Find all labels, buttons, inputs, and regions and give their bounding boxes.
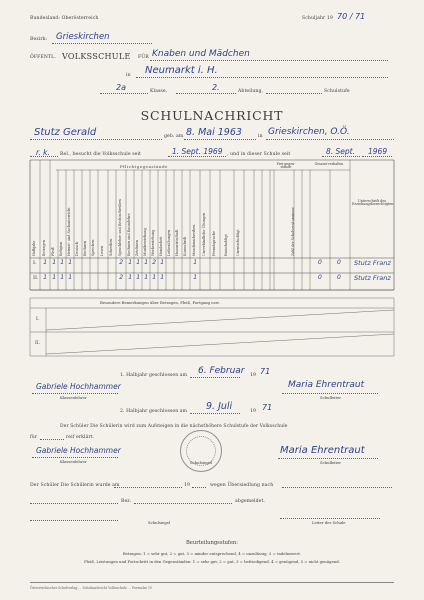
besucht-seit-value: 1. Sept. 1969	[172, 147, 223, 156]
second-term-head-signature: Maria Ehrentraut	[280, 445, 365, 456]
frei-header: Frei-gegen-stände	[276, 162, 296, 170]
second-term-label: 2. Halbjahr geschlossen am	[120, 409, 188, 414]
first-term-teacher-caption: Klassenlehrer	[60, 395, 87, 400]
column-label-21: Fremdsprache	[212, 230, 217, 256]
footer-leiter-caption: Leiter der Schule	[312, 520, 346, 525]
grade-cell: 1	[193, 274, 198, 281]
scale-leistungen: Fleiß, Leistungen und Fortschritt in den Gegenständen: 1 = sehr gut, 2 = gut, 3 = befriedigend, 4 = genügend, 5 = nicht genügend.	[84, 559, 340, 564]
grade-cell: 1	[52, 259, 57, 266]
pflicht-header: Pflichtgegenstände	[120, 164, 168, 169]
promotion-reif: reif erklärt.	[66, 435, 95, 440]
second-term-year: 71	[262, 403, 273, 412]
column-label-4: Heimat- und Sachunterricht	[67, 207, 72, 256]
schule-label-c: FÜR	[138, 55, 149, 60]
second-term-teacher-caption: Klassenlehrer	[60, 459, 87, 464]
abteilung-label: Abteilung,	[238, 89, 264, 94]
column-label-7: Sprechen	[91, 239, 96, 256]
column-label-13: Musikerziehung	[143, 228, 148, 256]
bezirk-value: Grieskirchen	[56, 32, 110, 42]
grade-cell: 1	[68, 274, 73, 281]
printer-imprint: Österreichischer Schulverlag ... Schulnachricht Volksschule ... Formular 10	[30, 586, 153, 590]
promotion-fuer: für	[30, 435, 38, 440]
grade-cell: 1	[144, 259, 149, 266]
first-term-year: 71	[260, 367, 271, 376]
footer-line1: Der Schüler Die Schülerin wurde am	[30, 483, 120, 488]
unterschrift-header: Unterschrift des Erziehungsberechtigten	[352, 199, 394, 207]
first-term-label: 1. Halbjahr geschlossen am	[120, 373, 188, 378]
diese-schule-value: 8. Sept.	[326, 147, 356, 156]
gesamtverhalten-header: Gesamt-verhalten	[314, 162, 344, 166]
second-term-date: 9. Juli	[206, 401, 233, 412]
term-label-1: II.	[33, 275, 39, 281]
second-term-head-caption: Schulleiter	[320, 460, 342, 465]
scale-betragen: Betragen: 1 = sehr gut, 2 = gut, 3 = minder entsprechend, 4 = unzulässig, 5 = tadelnswert.	[122, 551, 302, 556]
column-label-17: Hauswirtschaft	[175, 229, 180, 256]
column-label-6: Rechnen	[83, 240, 88, 256]
grade-cell: 2	[119, 259, 124, 266]
column-label-10: Sprachlehre und Rechtschreiben	[118, 199, 123, 256]
grade-cell: 1	[52, 274, 57, 281]
first-term-year-label: 19	[250, 373, 257, 378]
schulversaeumnis-header: Zahl der Schulversäumnisse	[291, 207, 295, 256]
geb-value: 8. Mai 1963	[186, 127, 242, 138]
term-label-0: I.	[33, 260, 37, 266]
diese-schule-label: , und in dieser Schule seit	[227, 152, 291, 157]
first-term-head-caption: Schulleiter	[320, 395, 342, 400]
grade-cell: 1	[136, 259, 141, 266]
grade-cell: 1	[60, 259, 65, 266]
schuljahr-value: 70 / 71	[337, 12, 366, 21]
grade-cell: 1	[160, 274, 165, 281]
grade-cell: 1	[136, 274, 141, 281]
column-label-1: Betragen	[42, 240, 47, 256]
grade-cell: 1	[160, 259, 165, 266]
grade-cell: 1	[60, 274, 65, 281]
grade-cell: 2	[119, 274, 124, 281]
bezirk-label: Bezirk:	[30, 37, 48, 42]
footer-abgemeldet: abgemeldet.	[235, 499, 265, 504]
column-label-14: Werkerziehung	[151, 229, 156, 256]
column-label-23: Unentschuldigt	[236, 229, 241, 256]
column-label-5: Deutsch	[75, 241, 80, 256]
schulstufe-label: Schulstufe	[324, 89, 350, 94]
grade-cell: 1	[128, 259, 133, 266]
remarks-header: Besondere Bemerkungen über Betragen, Fleiß, Fortgang usw.	[100, 300, 220, 305]
besucht-label: Rel., besucht die Volksschule seit	[60, 152, 141, 157]
abteilung-value: 2.	[212, 83, 220, 92]
gesamtverhalten-value: 0	[318, 274, 322, 281]
first-term-date: 6. Februar	[198, 366, 245, 376]
schule-label-a: ÖFFENTL.	[30, 55, 56, 60]
footer-seal-caption: Schulsiegel	[148, 520, 171, 525]
grade-cell: 1	[193, 259, 198, 266]
schuljahr-label: Schuljahr 19	[302, 16, 333, 21]
bundesland-label: Bundesland: Oberösterreich	[30, 16, 99, 21]
first-term-head-signature: Maria Ehrentraut	[288, 380, 365, 390]
grade-cell: 2	[152, 259, 157, 266]
grade-cell: 1	[144, 274, 149, 281]
ort-value: Neumarkt i. H.	[145, 65, 218, 76]
column-label-3: Religion	[59, 241, 64, 256]
column-label-11: Rechnen und Raumlehre	[127, 213, 132, 256]
religion-value: r. k.	[36, 148, 50, 157]
scale-title: Beurteilungsstufen:	[185, 540, 238, 546]
remarks-term-1: I.	[36, 317, 40, 322]
column-label-16: Leibesübungen	[167, 229, 172, 256]
schule-label-b: VOLKSSCHULE	[62, 52, 131, 61]
column-label-22: Entschuldigt	[224, 234, 229, 256]
footer-bez-label: Bez.	[121, 499, 132, 504]
column-label-18: Kurzschrift	[183, 236, 188, 256]
grade-cell: 1	[43, 259, 48, 266]
column-label-0: Halbjahr	[32, 240, 37, 256]
column-label-15: Handarbeit	[159, 236, 164, 256]
grade-cell: 1	[43, 274, 48, 281]
column-label-2: Fleiß	[51, 247, 56, 256]
promotion-text: Der Schüler Die Schülerin wird zum Aufsteigen in die nächsthöhere Schulstufe der Volksschule	[60, 424, 288, 429]
first-term-teacher-signature: Gabriele Hochhammer	[36, 382, 121, 391]
guardian-signature: Stutz Franz	[354, 274, 391, 282]
grade-cell: 1	[68, 259, 73, 266]
column-label-8: Lesen	[100, 245, 105, 256]
document-title: SCHULNACHRICHT	[140, 108, 284, 123]
schule-value: Knaben und Mädchen	[152, 49, 250, 59]
versaeumnis-value: 0	[337, 259, 341, 266]
remarks-term-2: II.	[35, 341, 41, 346]
gesamtverhalten-value: 0	[318, 259, 322, 266]
column-label-20: Unverbindliche Übungen	[202, 212, 207, 256]
column-label-9: Schreiben	[109, 238, 114, 256]
grade-cell: 1	[152, 274, 157, 281]
second-term-year-label: 19	[250, 409, 257, 414]
klasse-value: 2a	[116, 83, 126, 92]
second-term-teacher-signature: Gabriele Hochhammer	[36, 446, 121, 455]
grade-cell: 1	[128, 274, 133, 281]
geb-label: geb. am	[164, 134, 184, 139]
klasse-label: Klasse,	[150, 89, 168, 94]
column-label-12: Zeichnen	[135, 240, 140, 256]
guardian-signature: Stutz Franz	[354, 259, 391, 267]
versaeumnis-value: 0	[337, 274, 341, 281]
ort-in-label: in	[126, 73, 131, 78]
second-term-stamp-label: Schulsiegel	[190, 460, 213, 465]
diese-schule-year: 1969	[368, 147, 388, 156]
column-label-19: Maschinschreiben	[192, 224, 197, 256]
footer-line1-year: 19	[184, 483, 191, 488]
geb-ort: Grieskirchen, O.Ö.	[268, 127, 350, 137]
student-name: Stutz Gerald	[34, 127, 97, 138]
footer-line1-reason: wegen Übersiedlung nach	[210, 483, 274, 488]
geb-in-label: in	[258, 134, 263, 139]
